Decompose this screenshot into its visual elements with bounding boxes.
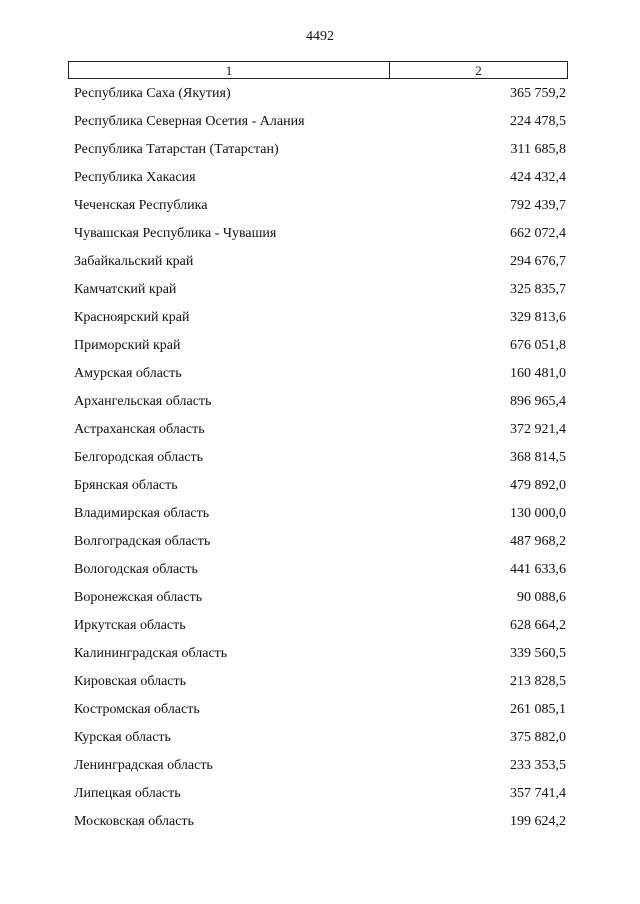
region-name: Республика Северная Осетия - Алания: [74, 114, 305, 129]
table-row: [0, 505, 640, 533]
region-name: Воронежская область: [74, 590, 203, 605]
region-value: 233 353,5: [510, 758, 566, 773]
region-name: Республика Татарстан (Татарстан): [74, 142, 279, 157]
table-row: [0, 309, 640, 337]
region-name: Курская область: [74, 730, 171, 745]
region-name: Московская область: [74, 814, 194, 829]
table-row: [0, 477, 640, 505]
region-value: 365 759,2: [510, 86, 566, 101]
table-row: [0, 645, 640, 673]
region-name: Республика Саха (Якутия): [74, 86, 231, 101]
region-value: 213 828,5: [510, 674, 566, 689]
region-name: Липецкая область: [74, 786, 181, 801]
region-value: 487 968,2: [510, 534, 566, 549]
region-value: 676 051,8: [510, 338, 566, 353]
region-name: Иркутская область: [74, 618, 186, 633]
region-value: 441 633,6: [510, 562, 566, 577]
table-row: [0, 85, 640, 113]
region-value: 662 072,4: [510, 226, 566, 241]
table-row: [0, 785, 640, 813]
region-value: 329 813,6: [510, 310, 566, 325]
region-name: Республика Хакасия: [74, 170, 196, 185]
region-value: 479 892,0: [510, 478, 566, 493]
table-row: [0, 617, 640, 645]
region-value: 792 439,7: [510, 198, 566, 213]
region-value: 90 088,6: [517, 590, 566, 605]
table-row: [0, 813, 640, 841]
column-header-2: 2: [475, 62, 482, 78]
region-value: 199 624,2: [510, 814, 566, 829]
region-name: Амурская область: [74, 366, 182, 381]
region-name: Архангельская область: [74, 394, 212, 409]
table-row: [0, 141, 640, 169]
region-value: 130 000,0: [510, 506, 566, 521]
region-value: 294 676,7: [510, 254, 566, 269]
table-row: [0, 533, 640, 561]
region-value: 424 432,4: [510, 170, 566, 185]
region-name: Костромская область: [74, 702, 200, 717]
table-row: [0, 673, 640, 701]
table-row: [0, 393, 640, 421]
region-name: Камчатский край: [74, 282, 177, 297]
region-value: 372 921,4: [510, 422, 566, 437]
table-row: [0, 197, 640, 225]
region-value: 368 814,5: [510, 450, 566, 465]
region-value: 357 741,4: [510, 786, 566, 801]
region-value: 261 085,1: [510, 702, 566, 717]
region-name: Астраханская область: [74, 422, 205, 437]
region-value: 325 835,7: [510, 282, 566, 297]
page-number: 4492: [306, 29, 334, 44]
region-name: Волгоградская область: [74, 534, 211, 549]
table-body: [0, 85, 640, 841]
table-row: [0, 421, 640, 449]
region-name: Чувашская Республика - Чувашия: [74, 226, 277, 241]
region-name: Владимирская область: [74, 506, 210, 521]
table-row: [0, 729, 640, 757]
region-name: Брянская область: [74, 478, 178, 493]
region-name: Кировская область: [74, 674, 187, 689]
region-name: Красноярский край: [74, 310, 190, 325]
table-row: [0, 757, 640, 785]
table-header: [68, 61, 568, 79]
table-row: [0, 225, 640, 253]
table-row: [0, 561, 640, 589]
region-value: 339 560,5: [510, 646, 566, 661]
region-value: 160 481,0: [510, 366, 566, 381]
table-row: [0, 337, 640, 365]
region-name: Приморский край: [74, 338, 181, 353]
table-row: [0, 253, 640, 281]
table-row: [0, 449, 640, 477]
region-name: Забайкальский край: [74, 254, 194, 269]
table-row: [0, 169, 640, 197]
region-name: Чеченская Республика: [74, 198, 208, 213]
table-row: [0, 365, 640, 393]
region-value: 224 478,5: [510, 114, 566, 129]
table-row: [0, 701, 640, 729]
region-value: 896 965,4: [510, 394, 566, 409]
region-value: 375 882,0: [510, 730, 566, 745]
region-name: Калининградская область: [74, 646, 228, 661]
region-value: 628 664,2: [510, 618, 566, 633]
region-name: Ленинградская область: [74, 758, 213, 773]
table-row: [0, 281, 640, 309]
region-name: Вологодская область: [74, 562, 198, 577]
region-name: Белгородская область: [74, 450, 204, 465]
region-value: 311 685,8: [510, 142, 566, 157]
table-row: [0, 589, 640, 617]
column-header-1: 1: [69, 62, 390, 78]
table-row: [0, 113, 640, 141]
